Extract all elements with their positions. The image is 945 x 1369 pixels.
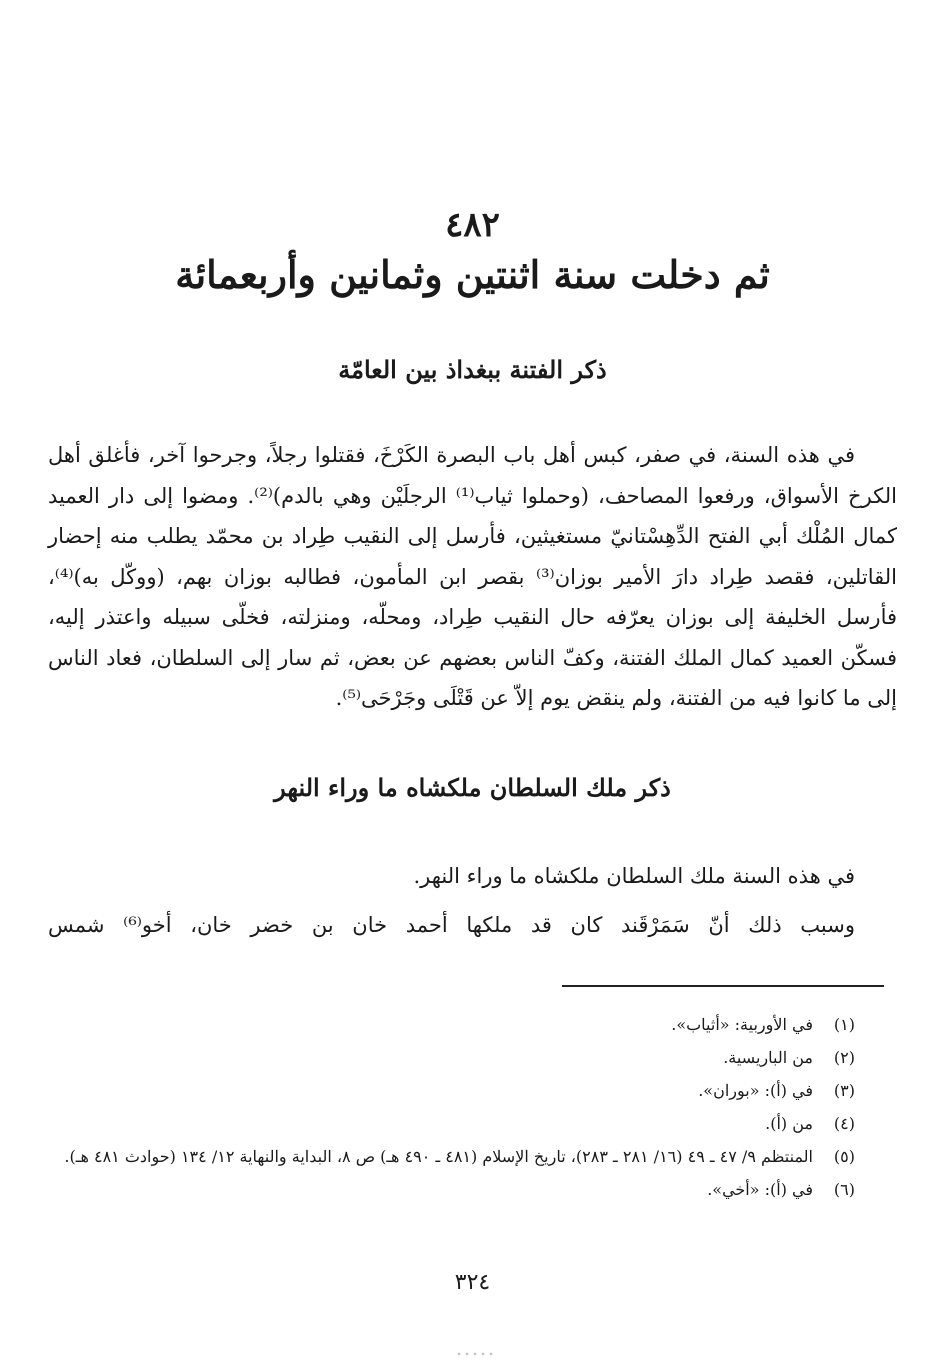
footnote-text: في (أ): «بوران». <box>698 1081 813 1100</box>
year-number: ٤٨٢ <box>445 205 500 245</box>
footnotes-list <box>48 1008 855 1206</box>
footnote-item <box>48 1173 855 1206</box>
paragraph-fitna: في هذه السنة، في صفر، كبس أهل باب البصرة الكَرْخَ، فقتلوا رجلاً، وجرحوا آخر، فأغلق أهل الكرخ الأسواق، ورفعوا المصاحف، (وحملوا ثياب⁽¹⁾ الرجلَيْن وهي بالدم)⁽²⁾. ومضوا إلى دار العميد كمال المُلْك أبي الفتح الدِّهِسْتانيّ مستغيثين، فأرسل إلى النقيب طِراد بن محمّد يطلب منه إحضار القاتلين، فقصد طِراد دارَ الأمير بوزان⁽³⁾ بقصر ابن المأمون، فطالبه بوزان بهم، (ووكّل به)⁽⁴⁾، فأرسل الخليفة إلى بوزان يعرّفه حال النقيب طِراد، ومحلّه، ومنزلته، فخلّى سبيله واعتذر إليه، فسكّن العميد كمال الملك الفتنة، وكفّ الناس بعضهم عن بعض، ثم سار إلى السلطان، فعاد الناس إلى ما كانوا فيه من الفتنة، ولم ينقض يوم إلاّ عن قَتْلَى وجَرْحَى⁽⁵⁾. <box>48 443 897 710</box>
footnote-text: المنتظم ٩/ ٤٧ ـ ٤٩ (١٦/ ٢٨١ ـ ٢٨٣)، تاريخ الإسلام (٤٨١ ـ ٤٩٠ هـ) ص ٨، البداية والنهاية ١٢/ ١٣٤ (حوادث ٤٨١ هـ). <box>64 1147 813 1166</box>
section-heading-malikshah: ذكر ملك السلطان ملكشاه ما وراء النهر <box>274 773 671 802</box>
footnote-item <box>48 1140 855 1173</box>
scan-artifact <box>455 1352 495 1356</box>
section-heading-fitna: ذكر الفتنة ببغداذ بين العامّة <box>338 355 607 384</box>
footnote-text: في الأوربية: «أثياب». <box>671 1015 813 1034</box>
paragraph-malikshah-intro: في هذه السنة ملك السلطان ملكشاه ما وراء النهر. <box>413 864 855 888</box>
footnote-number: (٣) <box>833 1081 855 1100</box>
footnote-item <box>48 1041 855 1074</box>
page-number: ٣٢٤ <box>454 1270 491 1295</box>
footnote-text: في (أ): «أخي». <box>707 1180 813 1199</box>
footnote-number: (٤) <box>833 1114 855 1133</box>
footnote-item <box>48 1107 855 1140</box>
footnote-number: (٥) <box>833 1147 855 1166</box>
paragraph-malikshah-cause: وسبب ذلك أنّ سَمَرْقَند كان قد ملكها أحمد خان بن خضر خان، أخو⁽⁶⁾ شمس <box>48 913 856 937</box>
footnote-number: (٢) <box>833 1048 855 1067</box>
footnote-number: (١) <box>833 1015 855 1034</box>
page-title: ثم دخلت سنة اثنتين وثمانين وأربعمائة <box>175 252 770 297</box>
footnote-item <box>48 1008 855 1041</box>
footnote-item <box>48 1074 855 1107</box>
footnote-divider <box>562 985 884 987</box>
footnote-text: من الباريسية. <box>723 1048 813 1067</box>
footnote-number: (٦) <box>833 1180 855 1199</box>
footnote-text: من (أ). <box>765 1114 813 1133</box>
